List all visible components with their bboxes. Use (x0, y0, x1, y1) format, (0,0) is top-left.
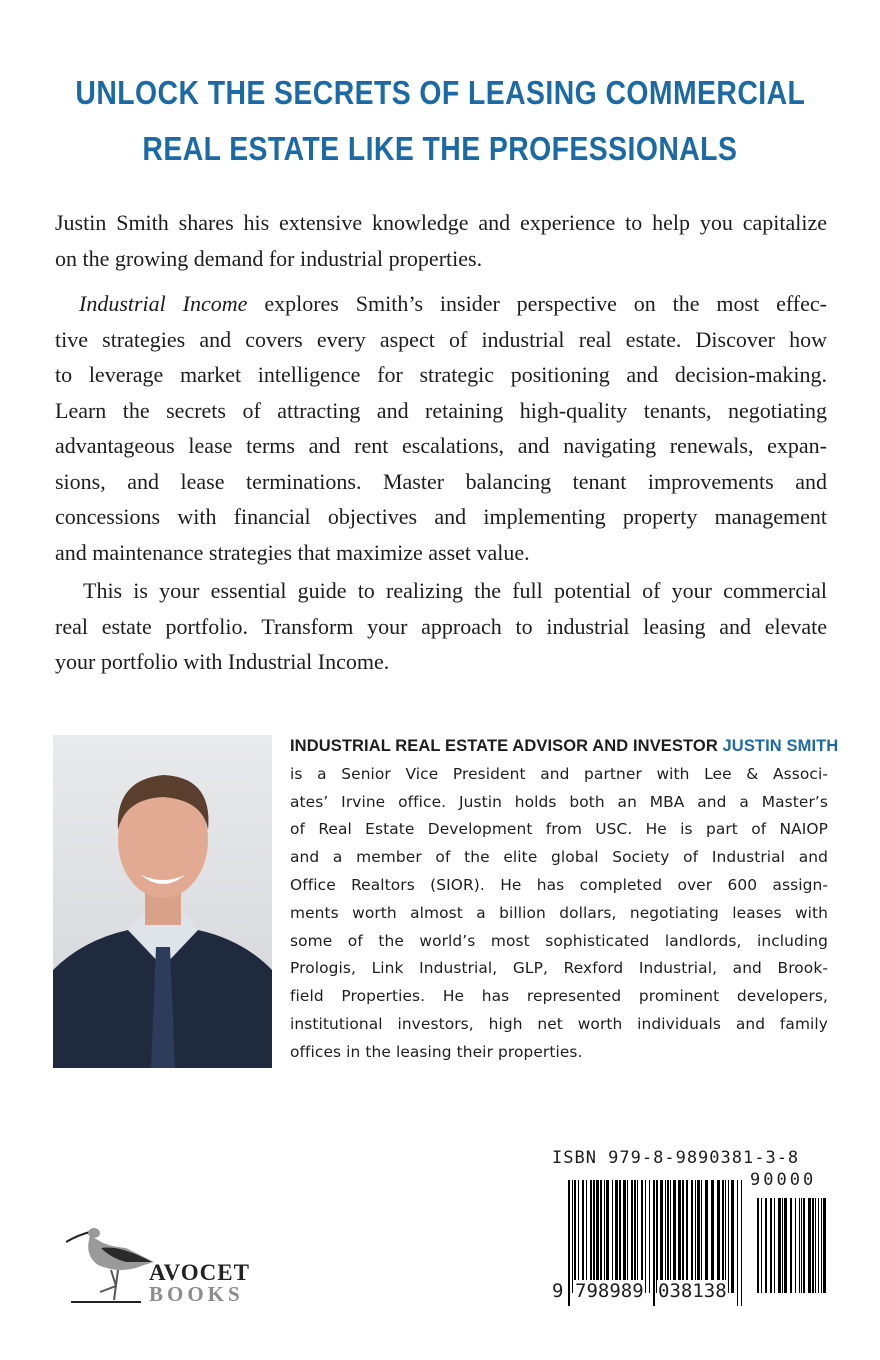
paragraph-line: your portfolio with Industrial Income. (55, 649, 390, 674)
barcode-bar (615, 1180, 618, 1293)
bio-line: field Properties. He has represented prominent developers, (290, 987, 828, 1006)
barcode-bar (770, 1198, 772, 1293)
bio-line: Prologis, Link Industrial, GLP, Rexford Industrial, and Brook- (290, 959, 828, 978)
barcode-bar (782, 1198, 783, 1293)
paragraph-line: Industrial Income explores Smith’s insider perspective on the most effec- (79, 291, 827, 316)
barcode-bar (815, 1198, 816, 1293)
barcode-bar (761, 1198, 762, 1293)
avocet-bird-icon (66, 1220, 156, 1310)
bio-line: of Real Estate Development from USC. He is part of NAIOP (290, 820, 828, 839)
bio-line: and a member of the elite global Society of Industrial and (290, 848, 828, 867)
barcode-bar (586, 1180, 587, 1293)
isbn-barcode (552, 1148, 826, 1306)
barcode-bar (722, 1180, 724, 1293)
headline-text: UNLOCK THE SECRETS OF LEASING COMMERCIAL (75, 74, 805, 111)
bio-line: institutional investors, high net worth individuals and family (290, 1014, 828, 1033)
barcode-bar (778, 1198, 781, 1293)
barcode-bar (670, 1180, 671, 1293)
barcode-bar (686, 1180, 688, 1293)
barcode-bar (757, 1198, 759, 1293)
barcode-bar (641, 1180, 643, 1293)
barcode-bar (660, 1180, 663, 1293)
barcode-bar (645, 1180, 646, 1293)
paragraph-line: tive strategies and covers every aspect of industrial real estate. Discover how (55, 326, 827, 352)
barcode-bar (673, 1180, 676, 1293)
barcode-right-digits: 038138 (658, 1280, 727, 1302)
author-name: JUSTIN SMITH (722, 737, 839, 755)
barcode-bar (619, 1180, 621, 1293)
paragraph-line: This is your essential guide to realizing the full potential of your commercial (83, 578, 827, 603)
barcode-bar (784, 1198, 787, 1293)
publisher-name-line2: BOOKS (149, 1282, 244, 1306)
barcode-bar (600, 1180, 602, 1293)
price-code: 90000 (750, 1170, 817, 1190)
barcode-bar (593, 1180, 595, 1293)
barcode-bar (823, 1198, 826, 1293)
barcode-bar (568, 1180, 570, 1306)
barcode-bar (701, 1180, 702, 1293)
barcode-bar (634, 1180, 636, 1293)
barcode-bar (808, 1198, 811, 1293)
barcode-bar (821, 1198, 822, 1293)
paragraph-line: concessions with financial objectives and implementing property management (55, 504, 827, 529)
barcode-bar (799, 1198, 800, 1293)
barcode-bar (572, 1180, 573, 1293)
bio-heading (290, 733, 839, 761)
barcode-bar (705, 1180, 708, 1293)
barcode-bar (604, 1180, 605, 1293)
barcode-bar (590, 1180, 592, 1293)
bio-line: is a Senior Vice President and partner with Lee & Associ- (290, 764, 828, 783)
barcode-bar (649, 1180, 650, 1293)
barcode-bar (765, 1198, 767, 1293)
barcode-bar (697, 1180, 700, 1293)
paragraph-line: on the growing demand for industrial properties. (55, 245, 483, 271)
closing-paragraph (55, 573, 827, 680)
barcode-bar (606, 1180, 609, 1293)
barcode-bar (691, 1180, 693, 1293)
barcode-bar (578, 1180, 579, 1293)
paragraph-line: and maintenance strategies that maximize asset value. (55, 539, 530, 565)
barcode-bar (682, 1180, 684, 1293)
isbn-label: ISBN 979-8-9890381-3-8 (552, 1148, 800, 1168)
publisher-name-line1: AVOCET (149, 1260, 250, 1285)
bio-line: offices in the leasing their properties. (290, 1042, 583, 1061)
paragraph-line: to leverage market intelligence for strategic positioning and decision-making. (55, 362, 827, 387)
barcode-bar (631, 1180, 633, 1293)
barcode-bar (627, 1180, 628, 1293)
paragraph-line: real estate portfolio. Transform your approach to industrial leasing and elevate (55, 613, 827, 639)
barcode-bar (711, 1180, 714, 1293)
headline-text: REAL ESTATE LIKE THE PROFESSIONALS (142, 130, 738, 167)
barcode-bar (774, 1198, 775, 1293)
headline-line-1 (0, 74, 880, 112)
book-title: Industrial Income (79, 291, 248, 316)
barcode-bar (795, 1198, 796, 1293)
barcode-bar (741, 1180, 742, 1306)
barcode-bar (717, 1180, 720, 1293)
barcode-left-digits: 798989 (575, 1280, 644, 1302)
publisher-logo (66, 1220, 266, 1310)
bio-line: Office Realtors (SIOR). He has completed over 600 assign- (290, 875, 828, 894)
paragraph-line: sions, and lease terminations. Master balancing tenant improvements and (55, 468, 827, 494)
barcode-bar (574, 1180, 576, 1293)
bio-heading-text: INDUSTRIAL REAL ESTATE ADVISOR AND INVESTOR (290, 737, 718, 755)
barcode-bar (665, 1180, 666, 1293)
paragraph-line: advantageous lease terms and rent escalations, and navigating renewals, expan- (55, 433, 827, 458)
barcode-bar (623, 1180, 626, 1293)
barcode-bar (737, 1180, 738, 1306)
barcode-bar (731, 1180, 734, 1293)
barcode-bar (695, 1180, 696, 1293)
barcode-bar (596, 1180, 599, 1293)
paragraph-line: Justin Smith shares his extensive knowledge and experience to help you capitalize (55, 210, 827, 235)
description-paragraph (55, 286, 827, 570)
barcode-bar (812, 1198, 814, 1293)
barcode-bar (612, 1180, 613, 1293)
barcode-bar (656, 1180, 658, 1293)
barcode-bar (790, 1198, 792, 1293)
barcode-bar (637, 1180, 638, 1293)
barcode-bar (725, 1180, 726, 1293)
paragraph-line: Learn the secrets of attracting and retaining high-quality tenants, negotiating (55, 397, 827, 423)
author-bio (290, 733, 839, 1067)
barcode-bar (582, 1180, 584, 1293)
barcode-bar (728, 1180, 729, 1293)
bio-line: ments worth almost a billion dollars, negotiating leases with (290, 903, 828, 922)
headline-line-2 (0, 130, 880, 168)
barcode-bar (818, 1198, 819, 1293)
intro-paragraph (55, 205, 827, 276)
barcode-bar (803, 1198, 805, 1293)
barcode-first-digit: 9 (552, 1280, 564, 1302)
bio-line: some of the world’s most sophisticated landlords, including (290, 931, 828, 950)
bio-line: ates’ Irvine office. Justin holds both an MBA and a Master’s (290, 792, 828, 811)
barcode-bar (801, 1198, 802, 1293)
barcode-bar (653, 1180, 655, 1306)
barcode-bar (667, 1180, 669, 1293)
barcode-bar (678, 1180, 681, 1293)
author-photo (53, 735, 272, 1068)
